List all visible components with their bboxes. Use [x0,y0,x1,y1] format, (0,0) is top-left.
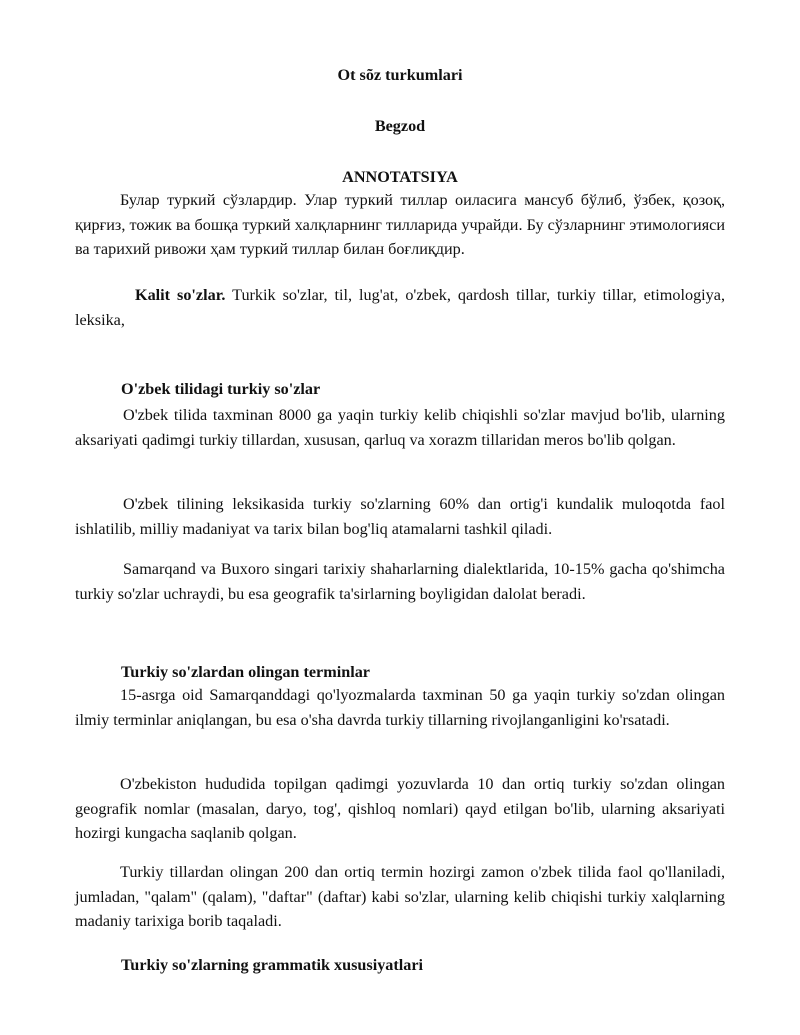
section-heading: Turkiy so'zlarning grammatik xususiyatlari [121,956,424,974]
section-paragraph: O'zbek tilida taxminan 8000 ga yaqin turkiy kelib chiqishli so'zlar mavjud bo'lib, ularning aksariyati qadimgi turkiy tillardan, xususan, qarluq va xorazm tillaridan meros bo'lib qolgan. [75,406,725,449]
annotation-paragraph: Булар туркий сўзлардир. Улар туркий тиллар оиласига мансуб бўлиб, ўзбек, қозоқ, қирғиз, тожик ва бошқа туркий халқларнинг тилларида учрайди. Бу сўзларнинг этимологияси ва тарихий ривожи ҳам туркий тиллар билан боғлиқдир. [75,191,725,258]
keywords-label: Kalit so'zlar. [135,286,226,304]
section-paragraph: 15-asrga oid Samarqanddagi qo'lyozmalarda taxminan 50 ga yaqin turkiy so'zdan olingan ilmiy terminlar aniqlangan, bu esa o'sha davrda turkiy tillarning rivojlanganligini ko'rsatadi. [75,686,725,729]
section-paragraph: O'zbekiston hududida topilgan qadimgi yozuvlarda 10 dan ortiq turkiy so'zdan olingan geografik nomlar (masalan, daryo, tog', qishloq nomlari) qayd etilgan bo'lib, ularning aksariyati hozirgi kungacha saqlanib qolgan. [75,775,725,842]
section-paragraph: Turkiy tillardan olingan 200 dan ortiq termin hozirgi zamon o'zbek tilida faol qo'llaniladi, jumladan, "qalam" (qalam), "daftar" (daftar) kabi so'zlar, ularning kelib chiqishi turkiy xalqlarning madaniy tarixiga borib taqaladi. [75,863,725,930]
keywords-text: Turkik so'zlar, til, lug'at, o'zbek, qardosh tillar, turkiy tillar, etimologiya, leksika, [75,286,725,329]
annotation-heading: ANNOTATSIYA [342,168,458,186]
document-author: Begzod [374,117,426,135]
section-paragraph: O'zbek tilining leksikasida turkiy so'zlarning 60% dan ortig'i kundalik muloqotda faol ishlatilib, milliy madaniyat va tarix bilan bog'liq atamalarni tashkil qiladi. [75,495,725,538]
section-heading: Turkiy so'zlardan olingan terminlar [121,663,370,681]
document-title: Ot sõz turkumlari [337,66,463,84]
keywords-paragraph [75,283,725,332]
section-paragraph: Samarqand va Buxoro singari tarixiy shaharlarning dialektlarida, 10-15% gacha qo'shimcha turkiy so'zlar uchraydi, bu esa geografik ta'sirlarning boyligidan dalolat beradi. [75,560,725,603]
section-heading: O'zbek tilidagi turkiy so'zlar [121,380,321,398]
